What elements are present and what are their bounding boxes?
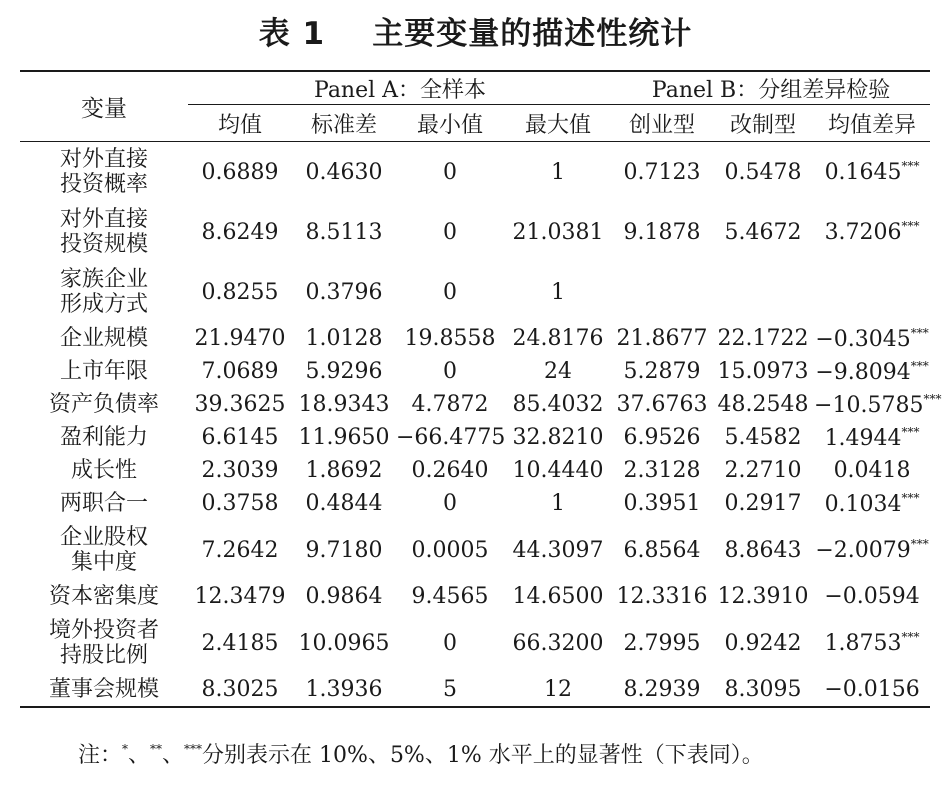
table-cell bbox=[396, 262, 504, 322]
cell-value: 10.4440 bbox=[512, 458, 604, 483]
table-row bbox=[20, 673, 930, 707]
cell-value: 1.8692 bbox=[305, 458, 383, 483]
column-header-std: 标准差 bbox=[292, 105, 396, 142]
table-cell bbox=[612, 454, 712, 487]
cell-value: 0.3796 bbox=[305, 279, 383, 305]
cell-value: −0.0594 bbox=[824, 584, 920, 609]
cell-value: 19.8558 bbox=[404, 326, 496, 351]
cell-value: 5.2879 bbox=[623, 359, 701, 384]
table-cell bbox=[396, 673, 504, 707]
table-cell bbox=[188, 142, 292, 203]
variable-name bbox=[20, 322, 188, 355]
table-cell bbox=[504, 673, 612, 707]
column-header-restructured: 改制型 bbox=[712, 105, 814, 142]
descriptive-statistics-table bbox=[20, 70, 942, 708]
significance-marker: *** bbox=[910, 325, 929, 340]
significance-marker: *** bbox=[910, 537, 929, 551]
table-note bbox=[78, 738, 764, 769]
cell-value: 8.8643 bbox=[724, 537, 802, 563]
table-cell bbox=[188, 262, 292, 322]
cell-value: 2.4185 bbox=[201, 630, 279, 656]
table-cell bbox=[188, 673, 292, 707]
variable-name bbox=[20, 454, 188, 487]
significance-marker: *** bbox=[901, 219, 920, 233]
variable-name bbox=[20, 487, 188, 520]
table-cell bbox=[814, 520, 930, 580]
table-row bbox=[20, 355, 930, 388]
cell-value: 0 bbox=[443, 159, 457, 185]
table-body bbox=[20, 142, 942, 708]
variable-name bbox=[20, 142, 188, 203]
table-cell bbox=[292, 520, 396, 580]
table-cell bbox=[712, 520, 814, 580]
table-cell bbox=[188, 454, 292, 487]
table-cell bbox=[612, 322, 712, 355]
table-row bbox=[20, 262, 930, 322]
cell-value: 21.8677 bbox=[616, 326, 708, 351]
cell-value: 0.4630 bbox=[305, 159, 383, 185]
table-cell bbox=[712, 673, 814, 707]
cell-value: 44.3097 bbox=[512, 537, 604, 563]
cell-value: 2.7995 bbox=[623, 630, 701, 656]
table-cell bbox=[612, 520, 712, 580]
variable-name-line: 企业股权 bbox=[59, 525, 148, 550]
table-cell bbox=[292, 487, 396, 520]
column-header-mean-diff: 均值差异 bbox=[814, 105, 930, 142]
cell-value: 0 bbox=[443, 279, 457, 305]
table-cell bbox=[292, 421, 396, 454]
cell-value: 14.6500 bbox=[512, 584, 604, 609]
variable-name-line: 上市年限 bbox=[59, 359, 148, 384]
table-cell bbox=[814, 388, 942, 421]
table-cell bbox=[814, 580, 930, 613]
cell-value: 0.9242 bbox=[724, 630, 802, 656]
note-star-2: ** bbox=[150, 742, 163, 756]
variable-name-line: 形成方式 bbox=[59, 292, 148, 317]
variable-name-line: 资产负债率 bbox=[48, 392, 159, 417]
cell-value: 3.7206 bbox=[824, 220, 902, 245]
table-cell bbox=[612, 388, 712, 421]
table-cell bbox=[504, 202, 612, 262]
table-row bbox=[20, 202, 930, 262]
significance-marker: *** bbox=[901, 159, 920, 173]
significance-marker: *** bbox=[910, 358, 929, 373]
column-header-entrepreneurial: 创业型 bbox=[612, 105, 712, 142]
variable-header: 变量 bbox=[20, 71, 188, 142]
table-cell bbox=[814, 487, 930, 520]
cell-value: 1 bbox=[551, 279, 566, 305]
table-row bbox=[20, 388, 930, 421]
table-cell bbox=[612, 355, 712, 388]
table-cell bbox=[504, 355, 612, 388]
cell-value: 0.7123 bbox=[623, 159, 701, 185]
table-row bbox=[20, 487, 930, 520]
table-cell bbox=[396, 520, 504, 580]
table-cell bbox=[292, 142, 396, 203]
table-cell bbox=[612, 421, 712, 454]
table-cell bbox=[188, 520, 292, 580]
variable-name-line: 两职合一 bbox=[59, 491, 148, 516]
table-cell bbox=[292, 202, 396, 262]
cell-value: 4.7872 bbox=[411, 392, 489, 417]
cell-value: 7.2642 bbox=[201, 537, 279, 563]
column-header-mean: 均值 bbox=[188, 105, 292, 142]
cell-value: 2.3128 bbox=[623, 458, 701, 483]
cell-value: 12.3479 bbox=[194, 584, 286, 609]
cell-value: 5 bbox=[443, 677, 457, 702]
table-cell bbox=[396, 355, 504, 388]
table-cell bbox=[292, 388, 396, 421]
cell-value: 0.9864 bbox=[305, 584, 383, 609]
cell-value: 21.9470 bbox=[194, 326, 286, 351]
table-cell bbox=[396, 142, 504, 203]
table-cell bbox=[814, 262, 930, 322]
note-sep-2: 、 bbox=[162, 743, 185, 768]
cell-value: 11.9650 bbox=[298, 425, 390, 450]
note-text: 分别表示在 10%、5%、1% 水平上的显著性（下表同）。 bbox=[202, 743, 764, 768]
cell-value: 0 bbox=[443, 359, 457, 384]
significance-marker: *** bbox=[901, 630, 920, 644]
table-cell bbox=[188, 388, 292, 421]
note-star-3: *** bbox=[184, 742, 203, 756]
cell-value: 24 bbox=[544, 359, 573, 384]
cell-value: 48.2548 bbox=[717, 392, 809, 417]
cell-value: −10.5785 bbox=[814, 392, 924, 418]
table-cell bbox=[396, 202, 504, 262]
variable-name-line: 家族企业 bbox=[59, 267, 148, 292]
cell-value: 12.3910 bbox=[717, 584, 809, 609]
table-cell bbox=[504, 454, 612, 487]
table-cell bbox=[292, 580, 396, 613]
cell-value: 9.1878 bbox=[623, 219, 701, 245]
column-header-max: 最大值 bbox=[504, 105, 612, 142]
cell-value: 1.4944 bbox=[824, 425, 902, 451]
table-cell bbox=[612, 487, 712, 520]
table-cell bbox=[612, 202, 712, 262]
cell-value: 0.1645 bbox=[824, 160, 902, 185]
table-cell bbox=[814, 454, 930, 487]
table-cell bbox=[504, 322, 612, 355]
table-cell bbox=[712, 322, 814, 355]
variable-name bbox=[20, 262, 188, 322]
cell-value: 21.0381 bbox=[512, 219, 604, 245]
table-cell bbox=[292, 454, 396, 487]
variable-name bbox=[20, 202, 188, 262]
cell-value: 2.3039 bbox=[201, 458, 279, 483]
cell-value: 8.5113 bbox=[305, 219, 383, 245]
table-cell bbox=[396, 487, 504, 520]
table-cell bbox=[188, 580, 292, 613]
note-sep-1: 、 bbox=[128, 743, 151, 768]
table-cell bbox=[712, 487, 814, 520]
cell-value: 5.4672 bbox=[724, 219, 802, 245]
table-cell bbox=[712, 454, 814, 487]
table-cell bbox=[396, 421, 504, 454]
note-prefix: 注： bbox=[78, 743, 123, 768]
table-cell bbox=[292, 613, 396, 673]
table-cell bbox=[814, 421, 930, 454]
table-cell bbox=[814, 613, 930, 673]
table-cell bbox=[712, 142, 814, 203]
variable-name-line: 对外直接 bbox=[59, 147, 148, 172]
cell-value: 12 bbox=[544, 677, 573, 702]
cell-value: 10.0965 bbox=[298, 630, 390, 656]
table-cell bbox=[396, 580, 504, 613]
table-cell bbox=[814, 355, 930, 388]
cell-value: 66.3200 bbox=[512, 630, 604, 656]
table-cell bbox=[712, 613, 814, 673]
panel-b-header: Panel B：分组差异检验 bbox=[612, 71, 930, 105]
cell-value: 85.4032 bbox=[512, 392, 604, 417]
table-cell bbox=[292, 355, 396, 388]
table-cell bbox=[396, 454, 504, 487]
cell-value: 1.8753 bbox=[824, 631, 902, 656]
variable-name bbox=[20, 421, 188, 454]
cell-value: 32.8210 bbox=[512, 425, 604, 450]
table-cell bbox=[396, 388, 504, 421]
cell-value: 39.3625 bbox=[194, 392, 286, 417]
cell-value: −0.3045 bbox=[815, 326, 911, 352]
table-cell bbox=[612, 262, 712, 322]
cell-value: 0.3951 bbox=[623, 491, 701, 516]
cell-value: −2.0079 bbox=[815, 538, 911, 563]
note-star-1: * bbox=[122, 742, 129, 756]
variable-name-line: 集中度 bbox=[70, 550, 137, 575]
cell-value: 8.2939 bbox=[623, 677, 701, 702]
table-title: 表 1 主要变量的描述性统计 bbox=[258, 16, 693, 52]
cell-value: 37.6763 bbox=[616, 392, 708, 417]
cell-value: 0.0005 bbox=[411, 537, 489, 563]
significance-marker: *** bbox=[901, 490, 920, 505]
cell-value: 9.7180 bbox=[305, 537, 383, 563]
cell-value: 8.6249 bbox=[201, 219, 279, 245]
cell-value: 0.1034 bbox=[824, 491, 902, 517]
cell-value: 1.3936 bbox=[305, 677, 383, 702]
table-cell bbox=[612, 673, 712, 707]
cell-value: 8.3025 bbox=[201, 677, 279, 702]
cell-value: 12.3316 bbox=[616, 584, 708, 609]
variable-name-line: 持股比例 bbox=[59, 643, 148, 668]
cell-value: −9.8094 bbox=[815, 359, 911, 385]
cell-value: 22.1722 bbox=[717, 326, 809, 351]
table-cell bbox=[504, 421, 612, 454]
table-cell bbox=[814, 322, 930, 355]
table-row bbox=[20, 454, 930, 487]
table-cell bbox=[612, 613, 712, 673]
table-row bbox=[20, 421, 930, 454]
cell-value: 6.6145 bbox=[201, 425, 279, 450]
table-cell bbox=[504, 487, 612, 520]
cell-value: 6.9526 bbox=[623, 425, 701, 450]
table-cell bbox=[712, 262, 814, 322]
variable-name bbox=[20, 388, 188, 421]
cell-value: 18.9343 bbox=[298, 392, 390, 417]
variable-name bbox=[20, 580, 188, 613]
variable-name bbox=[20, 355, 188, 388]
table-cell bbox=[712, 388, 814, 421]
table-row bbox=[20, 580, 930, 613]
table-cell bbox=[292, 673, 396, 707]
variable-name-line: 资本密集度 bbox=[48, 584, 159, 609]
variable-name-line: 董事会规模 bbox=[48, 677, 159, 702]
cell-value: 0.8255 bbox=[201, 279, 279, 305]
table-cell bbox=[504, 613, 612, 673]
table-cell bbox=[814, 673, 930, 707]
table-cell bbox=[504, 262, 612, 322]
significance-marker: *** bbox=[901, 424, 920, 439]
cell-value: 0 bbox=[443, 630, 457, 656]
variable-name-line: 境外投资者 bbox=[48, 618, 159, 643]
cell-value: 1 bbox=[551, 491, 566, 516]
table-cell bbox=[396, 322, 504, 355]
cell-value: 0.5478 bbox=[724, 159, 802, 185]
variable-name bbox=[20, 613, 188, 673]
cell-value: 0 bbox=[443, 219, 457, 245]
cell-value: 0.2917 bbox=[724, 491, 802, 516]
variable-name-line: 投资规模 bbox=[59, 232, 148, 257]
table-cell bbox=[188, 322, 292, 355]
cell-value: 5.9296 bbox=[305, 359, 383, 384]
variable-name-line: 盈利能力 bbox=[59, 425, 148, 450]
table-cell bbox=[504, 142, 612, 203]
table-cell bbox=[292, 322, 396, 355]
panel-a-header: Panel A：全样本 bbox=[188, 71, 612, 105]
table-row bbox=[20, 613, 930, 673]
variable-name-line: 对外直接 bbox=[59, 207, 148, 232]
cell-value: 15.0973 bbox=[717, 359, 809, 384]
significance-marker: *** bbox=[923, 391, 942, 406]
table-cell bbox=[712, 202, 814, 262]
table-row bbox=[20, 520, 930, 580]
table-cell bbox=[292, 262, 396, 322]
variable-name-line: 投资概率 bbox=[59, 172, 148, 197]
variable-name bbox=[20, 520, 188, 580]
table-cell bbox=[396, 613, 504, 673]
cell-value: 9.4565 bbox=[411, 584, 489, 609]
table-cell bbox=[712, 580, 814, 613]
table-row bbox=[20, 142, 930, 203]
table-cell bbox=[188, 421, 292, 454]
column-header-min: 最小值 bbox=[396, 105, 504, 142]
cell-value: −0.0156 bbox=[824, 677, 920, 702]
cell-value: 0 bbox=[443, 491, 457, 516]
cell-value: 7.0689 bbox=[201, 359, 279, 384]
table-cell bbox=[712, 355, 814, 388]
table-cell bbox=[612, 580, 712, 613]
table-cell bbox=[188, 202, 292, 262]
cell-value: 6.8564 bbox=[623, 537, 701, 563]
cell-value: 24.8176 bbox=[512, 326, 604, 351]
table-cell bbox=[504, 580, 612, 613]
table-cell bbox=[504, 520, 612, 580]
variable-name-line: 成长性 bbox=[70, 458, 137, 483]
cell-value: 2.2710 bbox=[724, 458, 802, 483]
table-cell bbox=[188, 487, 292, 520]
table-cell bbox=[612, 142, 712, 203]
cell-value: 0.0418 bbox=[833, 458, 911, 483]
table-cell bbox=[814, 202, 930, 262]
cell-value: −66.4775 bbox=[396, 425, 506, 450]
cell-value: 5.4582 bbox=[724, 425, 802, 450]
table-row bbox=[20, 322, 930, 355]
cell-value: 1.0128 bbox=[305, 326, 383, 351]
cell-value: 0.3758 bbox=[201, 491, 279, 516]
header-row-panels bbox=[20, 71, 930, 105]
table-cell bbox=[504, 388, 612, 421]
cell-value: 0.6889 bbox=[201, 159, 279, 185]
table-cell bbox=[188, 613, 292, 673]
cell-value: 1 bbox=[551, 159, 566, 185]
cell-value: 8.3095 bbox=[724, 677, 802, 702]
table-cell bbox=[814, 142, 930, 203]
variable-name-line: 企业规模 bbox=[59, 326, 148, 351]
table-cell bbox=[188, 355, 292, 388]
cell-value: 0.2640 bbox=[411, 458, 489, 483]
table-cell bbox=[712, 421, 814, 454]
cell-value: 0.4844 bbox=[305, 491, 383, 516]
variable-name bbox=[20, 673, 188, 707]
